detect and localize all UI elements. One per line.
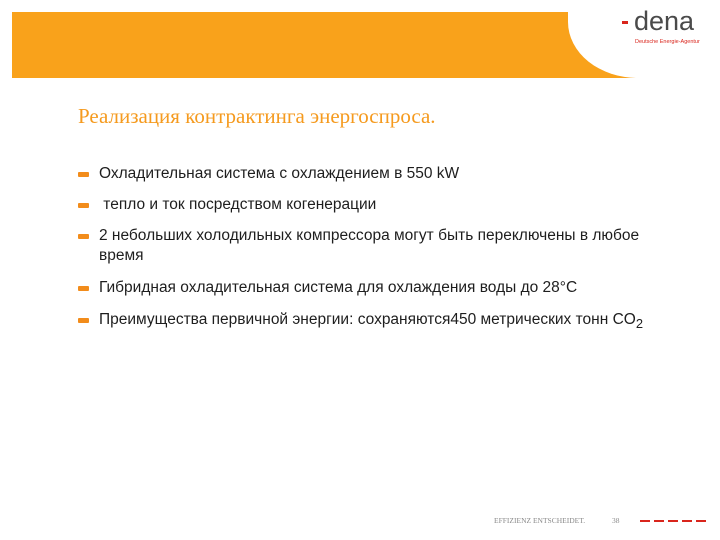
logo-text: dena bbox=[634, 6, 695, 36]
logo-subtitle: Deutsche Energie-Agentur bbox=[635, 39, 700, 45]
bullet-item bbox=[78, 226, 678, 266]
logo-dash bbox=[622, 21, 628, 24]
bullet-text: 2 небольших холодильных компрессора могут быть переключены в любое время bbox=[99, 227, 640, 264]
bullet-text: тепло и ток посредством когенерации bbox=[99, 196, 377, 213]
bullet-text: Охладительная система с охлаждением в 550 kW bbox=[99, 165, 460, 182]
bullet-marker bbox=[78, 234, 89, 239]
co2-subscript: 2 bbox=[635, 316, 644, 332]
footer-tagline: EFFIZIENZ ENTSCHEIDET. bbox=[494, 516, 586, 525]
bullet-item bbox=[78, 195, 678, 215]
bullet-marker bbox=[78, 286, 89, 291]
bullet-marker bbox=[78, 318, 89, 323]
bullet-text: Гибридная охладительная система для охлаждения воды до 28°C bbox=[99, 279, 578, 296]
footer-dash bbox=[682, 520, 692, 522]
bullet-item bbox=[78, 164, 678, 184]
bullet-item bbox=[78, 278, 678, 298]
footer-dash bbox=[696, 520, 706, 522]
footer-dash bbox=[668, 520, 678, 522]
page-number: 38 bbox=[612, 516, 620, 525]
bullet-list bbox=[78, 164, 678, 334]
bullet-text: Преимущества первичной энергии: сохраняются450 метрических тонн CO bbox=[99, 311, 636, 328]
bullet-marker bbox=[78, 172, 89, 177]
bullet-item bbox=[78, 310, 678, 334]
slide-title: Реализация контрактинга энергоспроса. bbox=[78, 104, 436, 128]
bullet-marker bbox=[78, 203, 89, 208]
footer-dash bbox=[640, 520, 650, 522]
footer-dash bbox=[654, 520, 664, 522]
